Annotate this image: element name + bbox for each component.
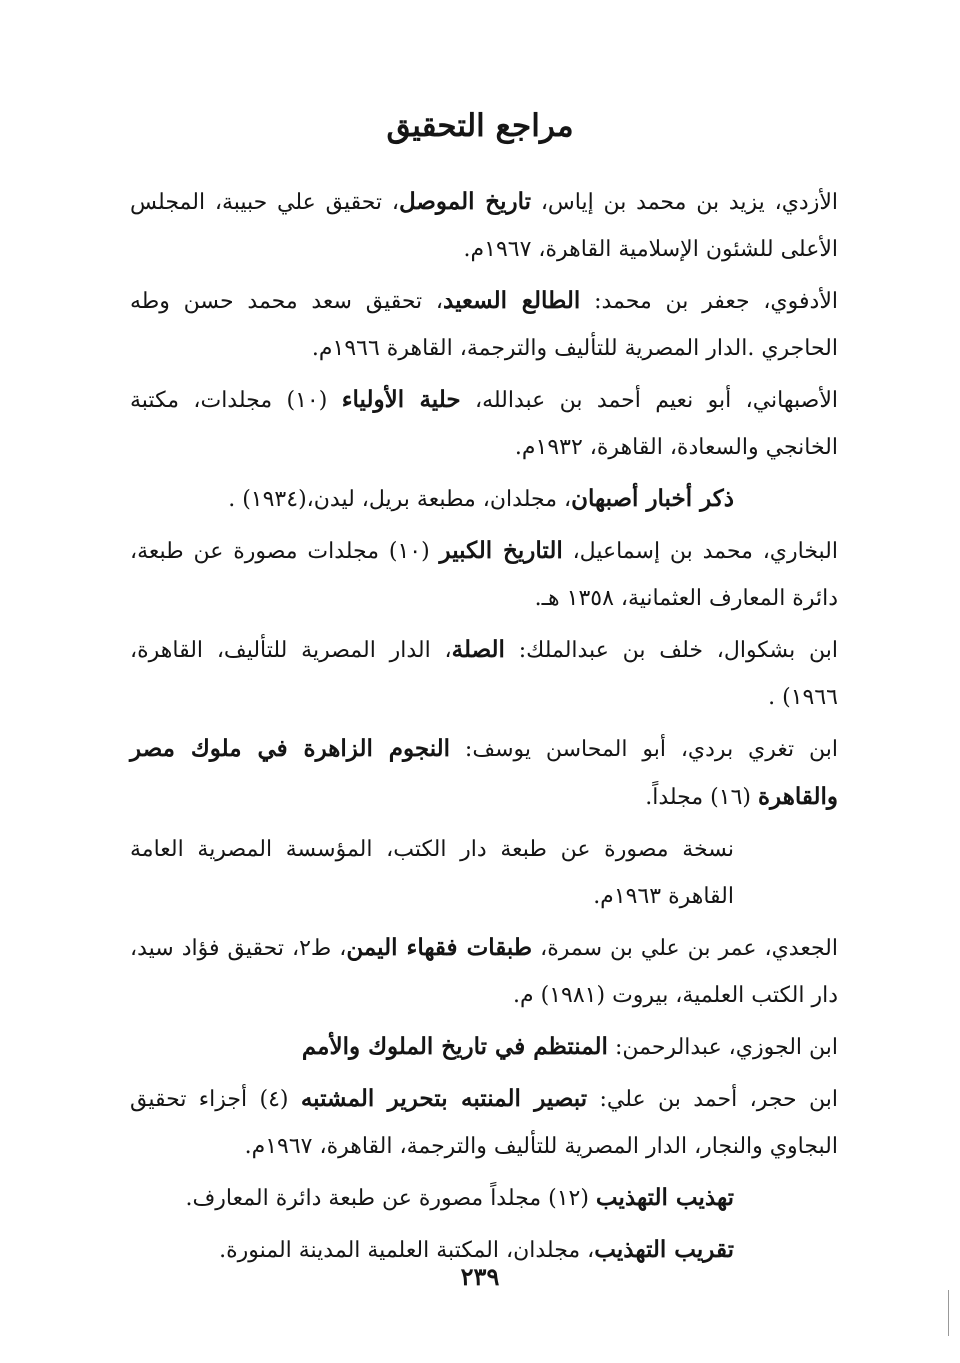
reference-sub-entry — [130, 475, 838, 523]
entry-book-title: التاريخ الكبير — [439, 537, 563, 564]
entry-details: (١٢) مجلداً مصورة عن طبعة دائرة المعارف. — [185, 1186, 596, 1211]
entry-book-title: تقريب التهذيب — [594, 1236, 734, 1263]
entry-author: الأصبهاني، أبو نعيم أحمد بن عبدالله، — [460, 388, 839, 413]
entry-author: البخاري، محمد بن إسماعيل، — [562, 539, 838, 564]
entry-details: ، مجلدان، المكتبة العلمية المدينة المنورة. — [219, 1238, 595, 1263]
entry-author: ابن تغري بردي، أبو المحاسن يوسف: — [450, 737, 838, 762]
entry-author: الأدفوي، جعفر بن محمد: — [580, 289, 838, 314]
reference-sub-entry — [130, 1174, 838, 1222]
entry-book-title: النجوم الزاهرة في ملوك مصر والقاهرة — [130, 735, 838, 810]
entry-book-title: تاريخ الموصل — [398, 188, 532, 215]
entry-author: ابن حجر، أحمد بن علي: — [587, 1087, 838, 1112]
entry-book-title: ذكر أخبار أصبهان — [571, 485, 734, 512]
entry-details: ، مجلدان، مطبعة بريل، ليدن،(١٩٣٤) . — [228, 487, 572, 512]
reference-entry — [130, 527, 838, 622]
entry-book-title: الطالع السعيد — [443, 287, 581, 314]
reference-entry — [130, 1075, 838, 1170]
reference-entry — [130, 924, 838, 1019]
entry-author: ابن الجوزي، عبدالرحمن: — [607, 1035, 838, 1060]
entry-book-title: تبصير المنتبه بتحرير المشتبه — [300, 1085, 588, 1112]
entry-details: (١٦) مجلداً. — [645, 785, 758, 810]
entry-author: ابن بشكوال، خلف بن عبدالملك: — [504, 638, 838, 663]
entry-details: (٤) أجزاء تحقيق البجاوي والنجار، الدار المصرية للتأليف والترجمة، القاهرة، ١٩٦٧م. — [130, 1087, 838, 1159]
entry-book-title: الصلة — [451, 636, 505, 663]
reference-entry — [130, 725, 838, 821]
entry-details: ، الدار المصرية للتأليف، القاهرة، ١٩٦٦) . — [130, 638, 838, 710]
entry-details: نسخة مصورة عن طبعة دار الكتب، المؤسسة المصرية العامة القاهرة ١٩٦٣م. — [130, 837, 734, 909]
entry-book-title: تهذيب التهذيب — [595, 1184, 734, 1211]
entry-author: الأزدي، يزيد بن محمد بن إياس، — [531, 190, 838, 215]
reference-entry — [130, 277, 838, 372]
page-number: ٢٣٩ — [460, 1262, 500, 1291]
reference-entry — [130, 178, 838, 273]
page-title: مراجع التحقيق — [386, 108, 574, 144]
entry-author: الجعدي، عمر بن علي بن سمرة، — [532, 936, 838, 961]
references-list — [130, 178, 838, 1278]
entry-details: (١٠) مجلدات، مكتبة الخانجي والسعادة، القاهرة، ١٩٣٢م. — [130, 388, 838, 460]
entry-details: ، ط٢، تحقيق فؤاد سيد، دار الكتب العلمية، بيروت (١٩٨١) م. — [130, 936, 838, 1008]
entry-details: (١٠) مجلدات مصورة عن طبعة، دائرة المعارف العثمانية، ١٣٥٨ هـ. — [130, 539, 838, 611]
entry-book-title: حلية الأولياء — [341, 386, 461, 413]
scan-edge-line — [948, 1290, 949, 1336]
reference-entry — [130, 1023, 838, 1071]
entry-details: ، تحقيق سعد محمد حسن وطه الحاجري .الدار المصرية للتأليف والترجمة، القاهرة ١٩٦٦م. — [130, 289, 838, 361]
reference-entry — [130, 376, 838, 471]
entry-book-title: المنتظم في تاريخ الملوك والأمم — [301, 1033, 608, 1060]
entry-book-title: طبقات فقهاء اليمن — [346, 934, 533, 961]
reference-entry — [130, 626, 838, 721]
entry-details: ، تحقيق علي حبيبة، المجلس الأعلى للشئون الإسلامية القاهرة، ١٩٦٧م. — [130, 190, 838, 262]
reference-sub-entry — [130, 825, 838, 920]
